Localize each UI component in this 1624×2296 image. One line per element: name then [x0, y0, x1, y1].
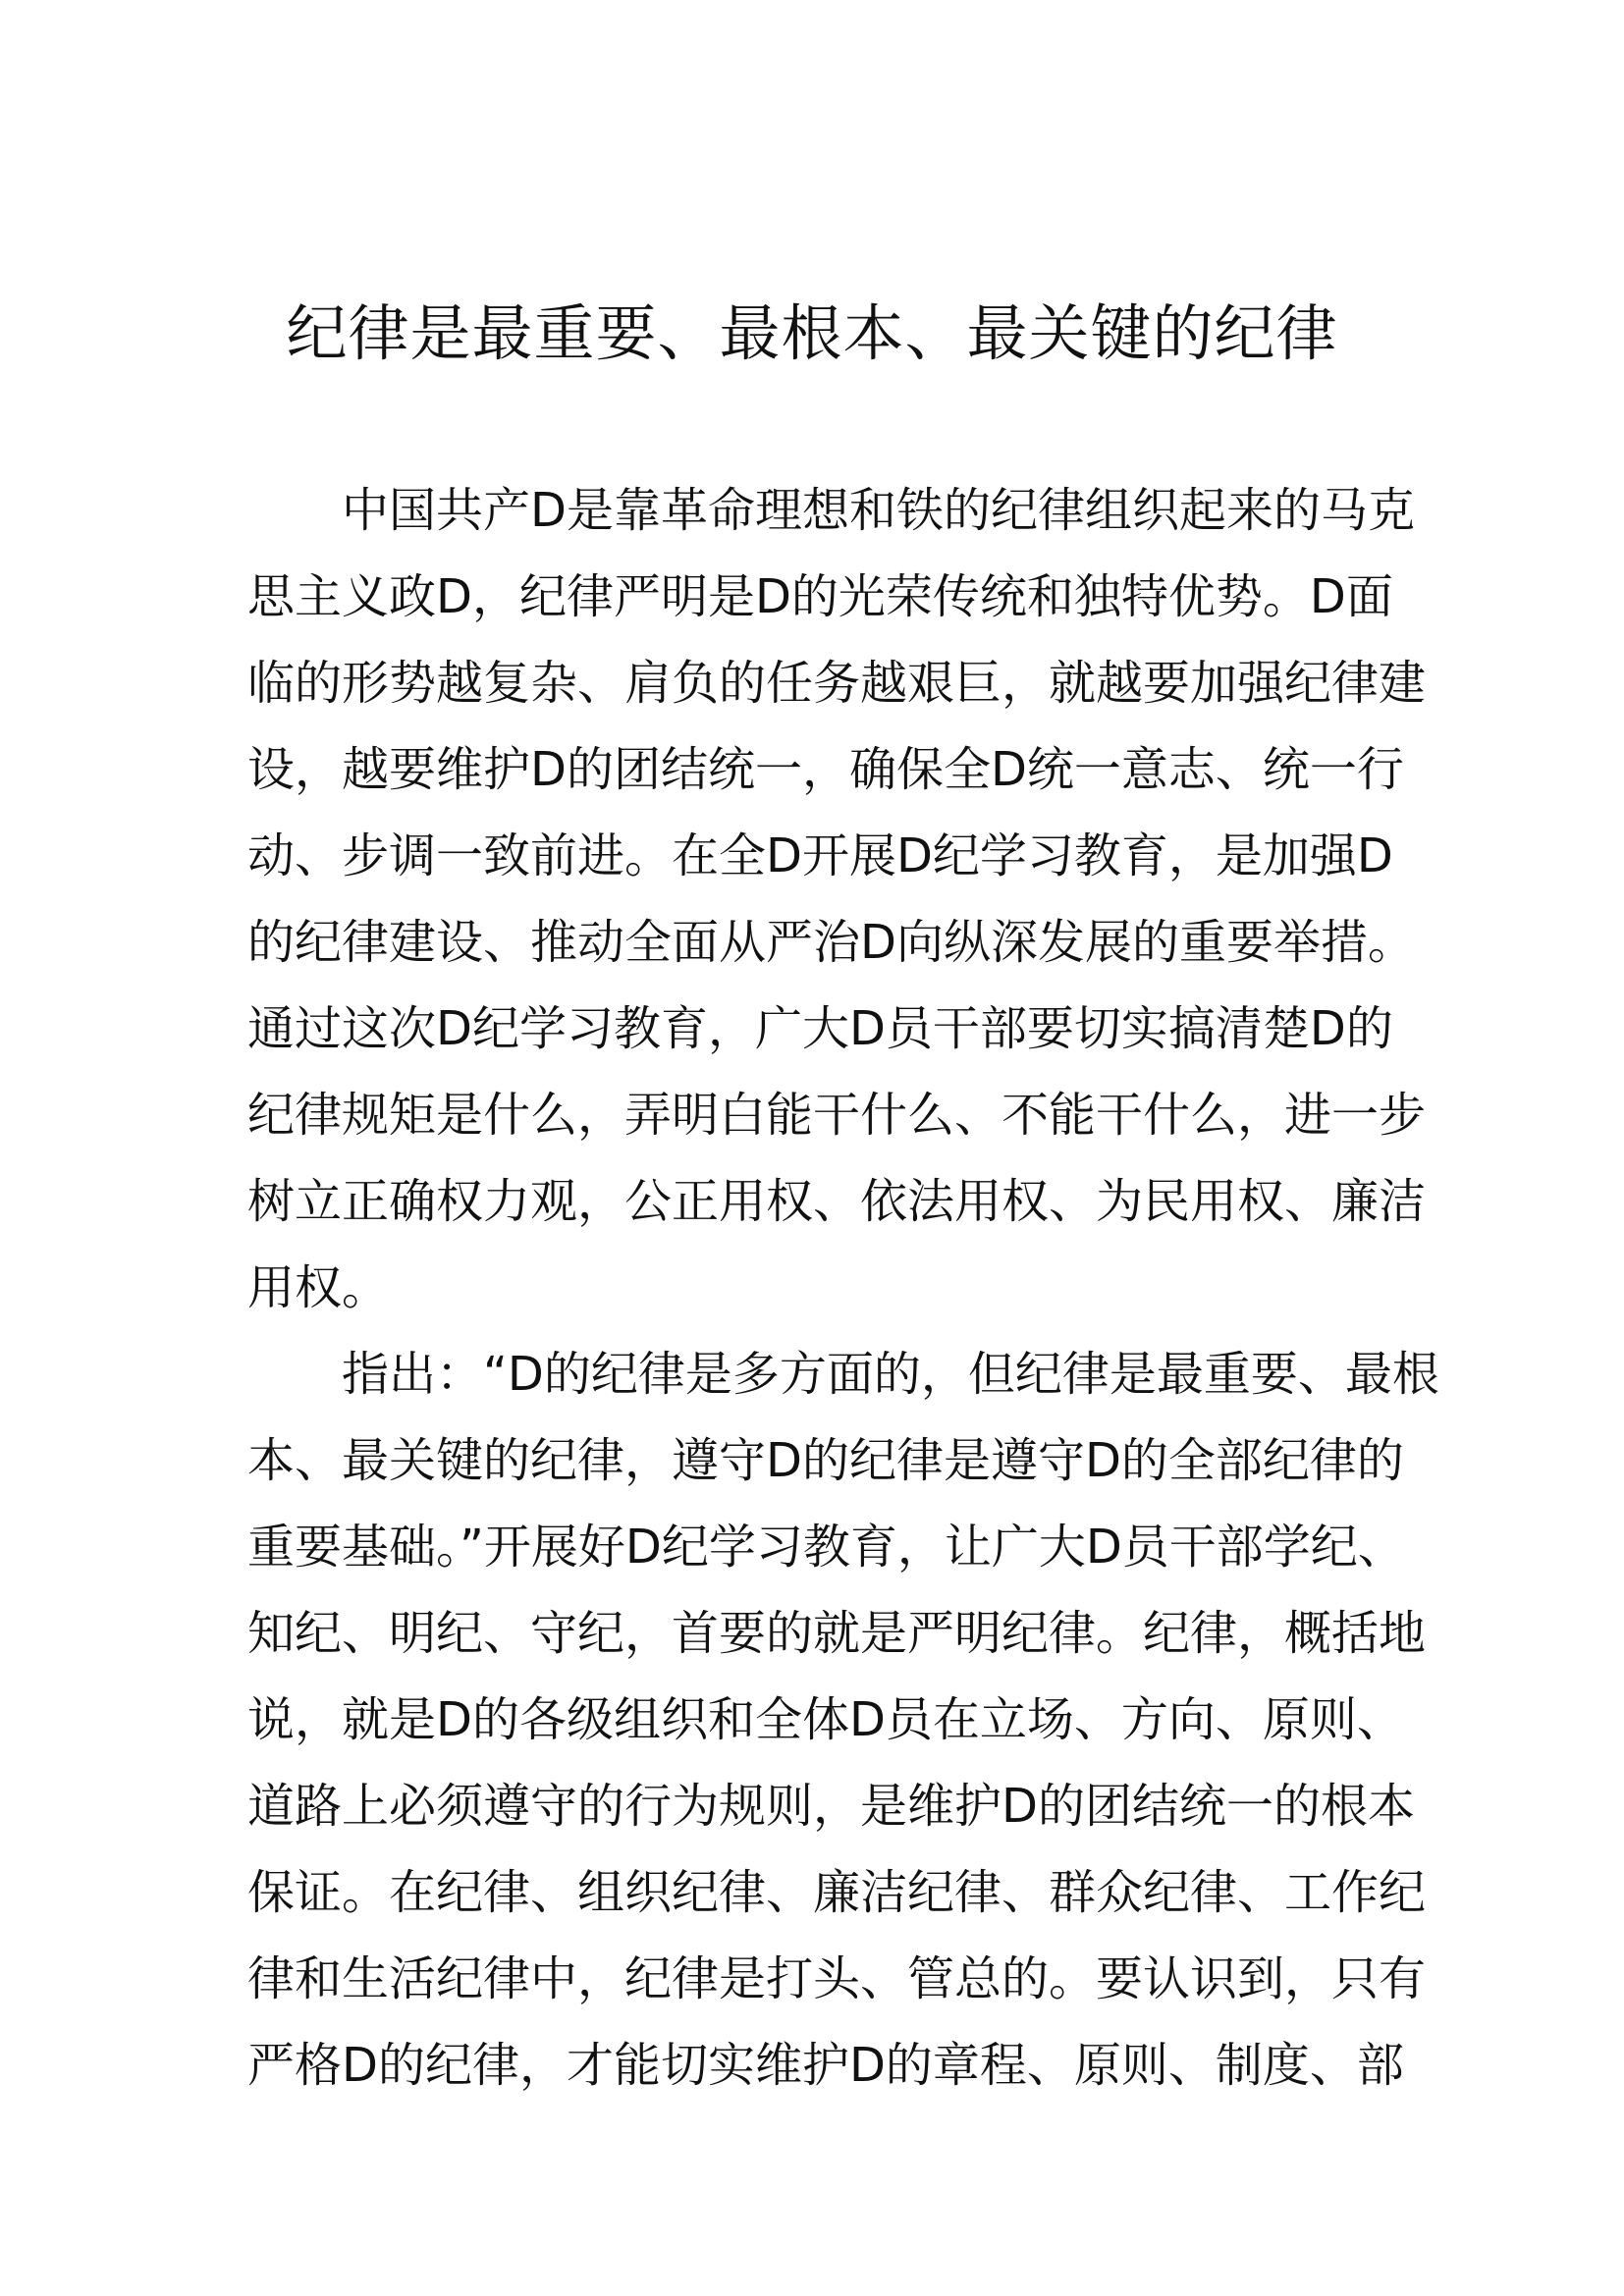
body-line: 知纪、明纪、守纪，首要的就是严明纪律。纪律，概括地: [247, 1606, 1427, 1661]
body-line: 本、最关键的纪律，遵守D的纪律是遵守D的全部纪律的: [247, 1433, 1404, 1488]
body-line: 中国共产D是靠革命理想和铁的纪律组织起来的马克: [247, 483, 1415, 538]
body-line: 指出：“D的纪律是多方面的，但纪律是最重要、最根: [247, 1347, 1439, 1402]
body-line: 设，越要维护D的团结统一，确保全D统一意志、统一行: [247, 742, 1404, 797]
body-line: 律和生活纪律中，纪律是打头、管总的。要认识到，只有: [247, 1951, 1427, 2006]
body-line: 思主义政D，纪律严明是D的光荣传统和独特优势。D面: [247, 569, 1393, 624]
body-line: 临的形势越复杂、肩负的任务越艰巨，就越要加强纪律建: [247, 656, 1427, 711]
body-line: 保证。在纪律、组织纪律、廉洁纪律、群众纪律、工作纪: [247, 1865, 1427, 1920]
body-line: 严格D的纪律，才能切实维护D的章程、原则、制度、部: [247, 2038, 1404, 2093]
body-line: 说，就是D的各级组织和全体D员在立场、方向、原则、: [247, 1692, 1404, 1747]
body-line: 道路上必须遵守的行为规则，是维护D的团结统一的根本: [247, 1779, 1415, 1834]
body-line: 的纪律建设、推动全面从严治D向纵深发展的重要举措。: [247, 915, 1415, 970]
body-line: 通过这次D纪学习教育，广大D员干部要切实搞清楚D的: [247, 1001, 1393, 1056]
body-line: 重要基础。”开展好D纪学习教育，让广大D员干部学纪、: [247, 1520, 1405, 1575]
body-line: 树立正确权力观，公正用权、依法用权、为民用权、廉洁: [247, 1174, 1427, 1229]
body-line: 动、步调一致前进。在全D开展D纪学习教育，是加强D: [247, 828, 1393, 883]
document-title: 纪律是最重要、最根本、最关键的纪律: [286, 297, 1338, 369]
body-line: 纪律规矩是什么，弄明白能干什么、不能干什么，进一步: [247, 1088, 1427, 1143]
body-line: 用权。: [247, 1260, 390, 1315]
